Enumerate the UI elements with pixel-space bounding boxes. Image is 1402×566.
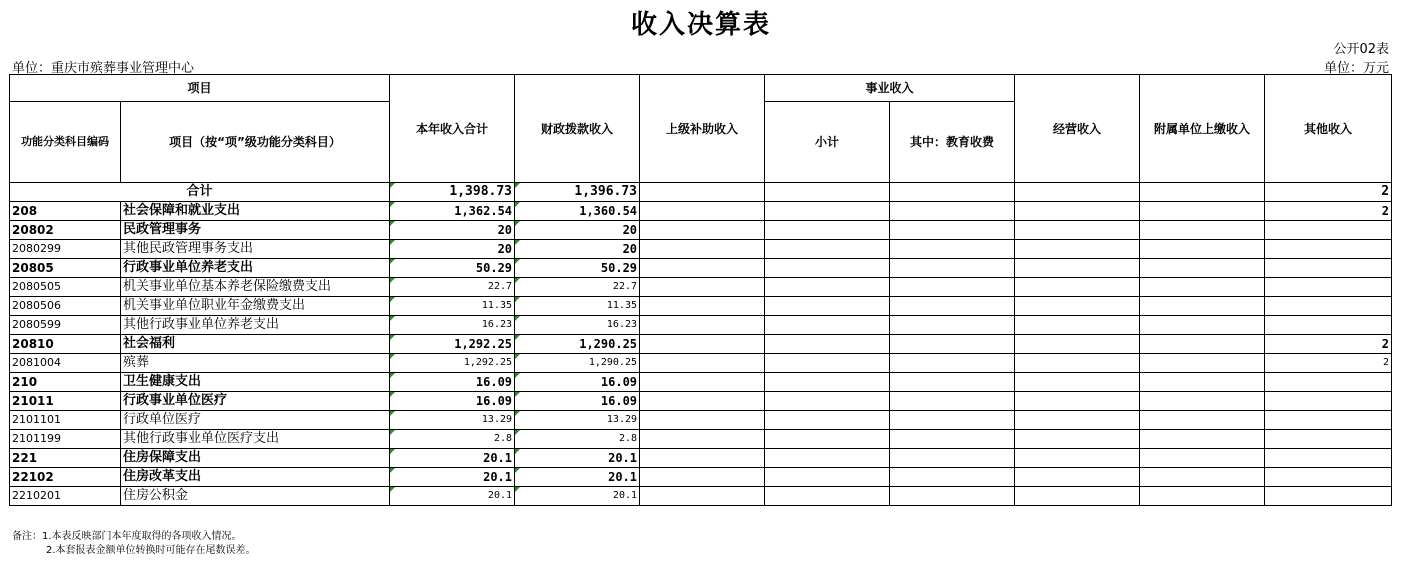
row-operating — [1015, 221, 1140, 240]
row-subtotal — [765, 430, 890, 449]
table-row — [10, 335, 1392, 354]
table-row — [10, 202, 1392, 221]
header-edu: 其中：教育收费 — [890, 102, 1015, 183]
summary-row — [10, 183, 1392, 202]
row-other — [1265, 221, 1392, 240]
row-upper — [640, 487, 765, 506]
row-affiliate — [1140, 316, 1265, 335]
summary-upper — [640, 183, 765, 202]
row-fiscal: 16.23 — [515, 316, 640, 335]
row-code: 210 — [10, 373, 121, 392]
row-edu — [890, 373, 1015, 392]
row-upper — [640, 468, 765, 487]
row-fiscal: 20 — [515, 240, 640, 259]
row-operating — [1015, 392, 1140, 411]
row-code: 2101101 — [10, 411, 121, 430]
row-name: 社会保障和就业支出 — [121, 202, 390, 221]
row-affiliate — [1140, 392, 1265, 411]
row-subtotal — [765, 392, 890, 411]
notes — [12, 530, 256, 558]
row-subtotal — [765, 335, 890, 354]
row-other — [1265, 259, 1392, 278]
row-edu — [890, 297, 1015, 316]
row-edu — [890, 411, 1015, 430]
row-total: 1,362.54 — [390, 202, 515, 221]
row-fiscal: 13.29 — [515, 411, 640, 430]
row-operating — [1015, 240, 1140, 259]
table-row — [10, 259, 1392, 278]
header-operating: 经营收入 — [1015, 75, 1140, 183]
row-name: 殡葬 — [121, 354, 390, 373]
table-row — [10, 278, 1392, 297]
row-total: 1,292.25 — [390, 335, 515, 354]
summary-subtotal — [765, 183, 890, 202]
row-code: 2080599 — [10, 316, 121, 335]
row-upper — [640, 221, 765, 240]
row-edu — [890, 487, 1015, 506]
row-edu — [890, 316, 1015, 335]
row-fiscal: 11.35 — [515, 297, 640, 316]
row-edu — [890, 240, 1015, 259]
header-affiliate: 附属单位上缴收入 — [1140, 75, 1265, 183]
row-operating — [1015, 316, 1140, 335]
row-other — [1265, 487, 1392, 506]
row-total: 50.29 — [390, 259, 515, 278]
row-subtotal — [765, 297, 890, 316]
row-subtotal — [765, 487, 890, 506]
row-affiliate — [1140, 221, 1265, 240]
row-subtotal — [765, 354, 890, 373]
row-other — [1265, 430, 1392, 449]
summary-label: 合计 — [10, 183, 390, 202]
row-code: 2101199 — [10, 430, 121, 449]
header-name: 项目（按“项”级功能分类科目） — [121, 102, 390, 183]
row-fiscal: 16.09 — [515, 373, 640, 392]
row-code: 20810 — [10, 335, 121, 354]
row-name: 行政事业单位医疗 — [121, 392, 390, 411]
table-row — [10, 221, 1392, 240]
row-code: 208 — [10, 202, 121, 221]
row-fiscal: 1,360.54 — [515, 202, 640, 221]
row-operating — [1015, 449, 1140, 468]
row-subtotal — [765, 373, 890, 392]
row-total: 20.1 — [390, 487, 515, 506]
row-subtotal — [765, 316, 890, 335]
row-affiliate — [1140, 278, 1265, 297]
row-subtotal — [765, 468, 890, 487]
row-other — [1265, 392, 1392, 411]
row-code: 2210201 — [10, 487, 121, 506]
row-affiliate — [1140, 430, 1265, 449]
row-other — [1265, 297, 1392, 316]
row-total: 16.09 — [390, 373, 515, 392]
row-edu — [890, 221, 1015, 240]
note-line-2: 2.本套报表金额单位转换时可能存在尾数误差。 — [46, 545, 256, 556]
table-row — [10, 240, 1392, 259]
table-row — [10, 449, 1392, 468]
row-total: 20.1 — [390, 449, 515, 468]
summary-affiliate — [1140, 183, 1265, 202]
row-other: 2 — [1265, 202, 1392, 221]
row-subtotal — [765, 221, 890, 240]
row-upper — [640, 411, 765, 430]
row-subtotal — [765, 202, 890, 221]
row-upper — [640, 354, 765, 373]
row-upper — [640, 316, 765, 335]
row-subtotal — [765, 449, 890, 468]
row-other — [1265, 468, 1392, 487]
row-other — [1265, 411, 1392, 430]
row-other — [1265, 373, 1392, 392]
row-fiscal: 22.7 — [515, 278, 640, 297]
row-name: 卫生健康支出 — [121, 373, 390, 392]
row-upper — [640, 335, 765, 354]
row-edu — [890, 278, 1015, 297]
table-row — [10, 373, 1392, 392]
form-number: 公开02表 — [1333, 42, 1389, 57]
row-upper — [640, 240, 765, 259]
row-code: 2080299 — [10, 240, 121, 259]
row-code: 20805 — [10, 259, 121, 278]
row-total: 20.1 — [390, 468, 515, 487]
row-total: 16.23 — [390, 316, 515, 335]
row-name: 住房公积金 — [121, 487, 390, 506]
row-edu — [890, 392, 1015, 411]
row-affiliate — [1140, 449, 1265, 468]
summary-fiscal: 1,396.73 — [515, 183, 640, 202]
row-name: 社会福利 — [121, 335, 390, 354]
note-line-1: 备注：1.本表反映部门本年度取得的各项收入情况。 — [12, 531, 242, 542]
header-total: 本年收入合计 — [390, 75, 515, 183]
summary-total: 1,398.73 — [390, 183, 515, 202]
row-operating — [1015, 259, 1140, 278]
row-affiliate — [1140, 354, 1265, 373]
row-upper — [640, 202, 765, 221]
row-upper — [640, 297, 765, 316]
table-row — [10, 411, 1392, 430]
table-row — [10, 468, 1392, 487]
row-subtotal — [765, 278, 890, 297]
row-code: 2080505 — [10, 278, 121, 297]
row-affiliate — [1140, 487, 1265, 506]
row-other — [1265, 278, 1392, 297]
row-name: 住房保障支出 — [121, 449, 390, 468]
summary-operating — [1015, 183, 1140, 202]
row-edu — [890, 335, 1015, 354]
row-edu — [890, 468, 1015, 487]
row-name: 其他行政事业单位养老支出 — [121, 316, 390, 335]
row-operating — [1015, 411, 1140, 430]
table-row — [10, 316, 1392, 335]
row-edu — [890, 430, 1015, 449]
row-other: 2 — [1265, 354, 1392, 373]
header-code: 功能分类科目编码 — [10, 102, 121, 183]
header-business: 事业收入 — [765, 75, 1015, 102]
summary-edu — [890, 183, 1015, 202]
row-name: 机关事业单位职业年金缴费支出 — [121, 297, 390, 316]
table-row — [10, 487, 1392, 506]
row-total: 1,292.25 — [390, 354, 515, 373]
row-operating — [1015, 430, 1140, 449]
row-fiscal: 50.29 — [515, 259, 640, 278]
row-fiscal: 20.1 — [515, 468, 640, 487]
row-total: 13.29 — [390, 411, 515, 430]
row-edu — [890, 259, 1015, 278]
header-upper: 上级补助收入 — [640, 75, 765, 183]
row-upper — [640, 278, 765, 297]
row-operating — [1015, 373, 1140, 392]
row-edu — [890, 202, 1015, 221]
row-code: 22102 — [10, 468, 121, 487]
row-affiliate — [1140, 411, 1265, 430]
header-subtotal: 小计 — [765, 102, 890, 183]
row-code: 2081004 — [10, 354, 121, 373]
row-edu — [890, 354, 1015, 373]
row-name: 其他行政事业单位医疗支出 — [121, 430, 390, 449]
row-affiliate — [1140, 373, 1265, 392]
table-row — [10, 392, 1392, 411]
row-affiliate — [1140, 468, 1265, 487]
table-row — [10, 430, 1392, 449]
table-row — [10, 297, 1392, 316]
row-other — [1265, 449, 1392, 468]
row-subtotal — [765, 411, 890, 430]
row-fiscal: 20.1 — [515, 449, 640, 468]
row-fiscal: 20.1 — [515, 487, 640, 506]
row-fiscal: 1,290.25 — [515, 354, 640, 373]
row-affiliate — [1140, 240, 1265, 259]
row-name: 住房改革支出 — [121, 468, 390, 487]
row-total: 2.8 — [390, 430, 515, 449]
row-operating — [1015, 487, 1140, 506]
row-edu — [890, 449, 1015, 468]
row-total: 20 — [390, 240, 515, 259]
row-total: 16.09 — [390, 392, 515, 411]
row-fiscal: 2.8 — [515, 430, 640, 449]
row-other: 2 — [1265, 335, 1392, 354]
row-affiliate — [1140, 259, 1265, 278]
row-operating — [1015, 278, 1140, 297]
row-upper — [640, 392, 765, 411]
row-code: 221 — [10, 449, 121, 468]
row-other — [1265, 316, 1392, 335]
row-code: 20802 — [10, 221, 121, 240]
row-operating — [1015, 202, 1140, 221]
row-subtotal — [765, 240, 890, 259]
row-affiliate — [1140, 297, 1265, 316]
row-code: 2080506 — [10, 297, 121, 316]
row-operating — [1015, 354, 1140, 373]
income-table — [9, 74, 1392, 506]
organization-unit: 单位：重庆市殡葬事业管理中心 — [12, 61, 195, 76]
row-affiliate — [1140, 335, 1265, 354]
row-fiscal: 1,290.25 — [515, 335, 640, 354]
row-subtotal — [765, 259, 890, 278]
row-name: 民政管理事务 — [121, 221, 390, 240]
row-upper — [640, 259, 765, 278]
row-operating — [1015, 468, 1140, 487]
row-name: 其他民政管理事务支出 — [121, 240, 390, 259]
row-name: 行政事业单位养老支出 — [121, 259, 390, 278]
row-other — [1265, 240, 1392, 259]
currency-unit: 单位：万元 — [1323, 61, 1389, 76]
row-operating — [1015, 335, 1140, 354]
row-code: 21011 — [10, 392, 121, 411]
row-operating — [1015, 297, 1140, 316]
row-total: 22.7 — [390, 278, 515, 297]
row-name: 机关事业单位基本养老保险缴费支出 — [121, 278, 390, 297]
row-upper — [640, 373, 765, 392]
row-affiliate — [1140, 202, 1265, 221]
header-item: 项目 — [10, 75, 390, 102]
row-fiscal: 20 — [515, 221, 640, 240]
header-fiscal: 财政拨款收入 — [515, 75, 640, 183]
row-upper — [640, 430, 765, 449]
page-title: 收入决算表 — [630, 10, 771, 40]
header-other: 其他收入 — [1265, 75, 1392, 183]
row-name: 行政单位医疗 — [121, 411, 390, 430]
summary-other: 2 — [1265, 183, 1392, 202]
row-fiscal: 16.09 — [515, 392, 640, 411]
row-total: 20 — [390, 221, 515, 240]
table-row — [10, 354, 1392, 373]
row-upper — [640, 449, 765, 468]
row-total: 11.35 — [390, 297, 515, 316]
